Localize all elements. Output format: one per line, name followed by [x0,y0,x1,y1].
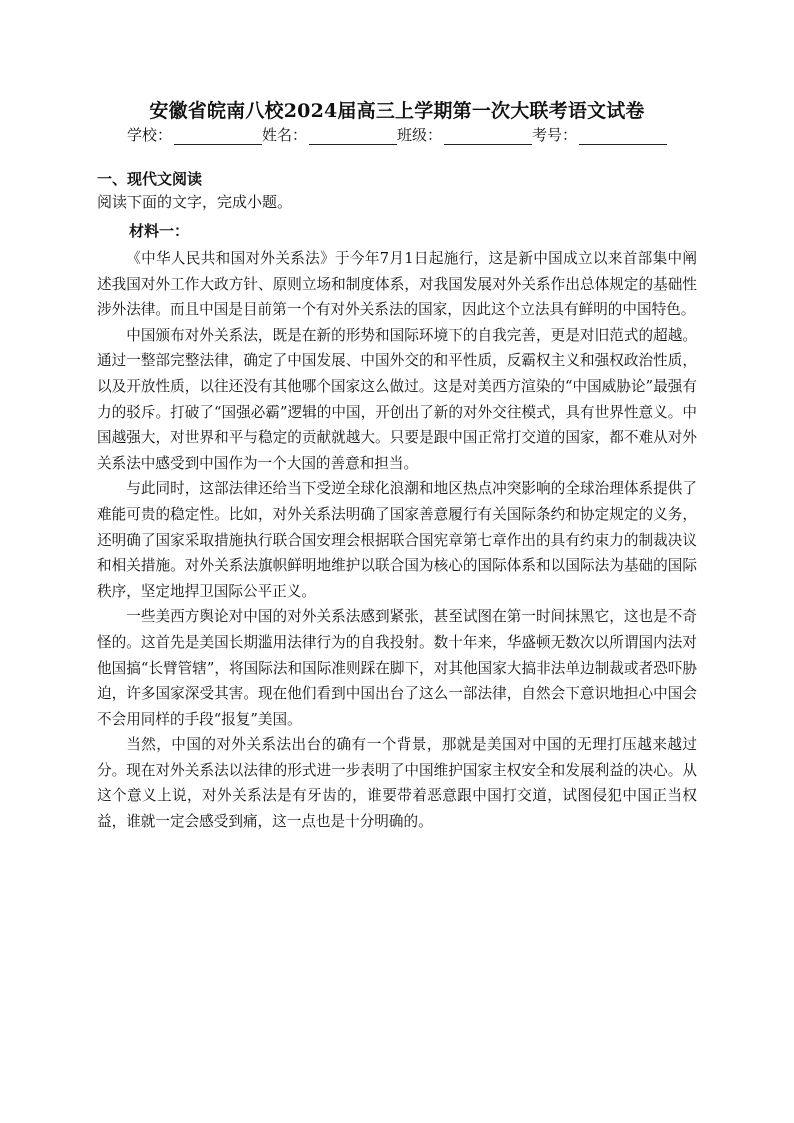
section-heading: 一、现代文阅读 [97,170,203,188]
school-field [127,124,262,145]
exam-number-field [532,124,667,145]
exam-number-label: 考号： [532,126,578,144]
class-blank[interactable] [444,127,532,145]
material-label: 材料一： [129,222,190,240]
exam-title: 安徽省皖南八校2024届高三上学期第一次大联考语文试卷 [149,100,645,122]
paragraph: 与此同时，这部法律还给当下受逆全球化浪潮和地区热点冲突影响的全球治理体系提供了难能可贵的稳定性。比如，对外关系法明确了国家善意履行有关国际条约和协定规定的义务，还明确了国家采取措施执行联合国安理会根据联合国宪章第七章作出的具有约束力的制裁决议和相关措施。对外关系法旗帜鲜明地维护以联合国为核心的国际体系和以国际法为基础的国际秩序，坚定地捍卫国际公平正义。 [97,480,697,600]
class-label: 班级： [397,126,443,144]
exam-number-blank[interactable] [579,127,667,145]
school-blank[interactable] [174,127,262,145]
name-label: 姓名： [261,126,307,144]
student-info-row [0,124,794,145]
paragraph: 《中华人民共和国对外关系法》于今年7月1日起施行，这是新中国成立以来首部集中阐述我国对外工作大政方针、原则立场和制度体系，对我国发展对外关系作出总体规定的基础性涉外法律。而且中国是目前第一个有对外关系法的国家，因此这个立法具有鲜明的中国特色。 [97,250,697,319]
name-blank[interactable] [309,127,397,145]
article-body [97,246,697,835]
name-field [262,124,397,145]
reading-instruction: 阅读下面的文字，完成小题。 [97,193,293,211]
class-field [397,124,532,145]
paragraph: 中国颁布对外关系法，既是在新的形势和国际环境下的自我完善，更是对旧范式的超越。通过一整部完整法律，确定了中国发展、中国外交的和平性质，反霸权主义和强权政治性质，以及开放性质，以往还没有其他哪个国家这么做过。这是对美西方渲染的“中国威胁论”最强有力的驳斥。打破了“国强必霸”逻辑的中国，开创出了新的对外交往模式，具有世界性意义。中国越强大，对世界和平与稳定的贡献就越大。只要是跟中国正常打交道的国家，都不难从对外关系法中感受到中国作为一个大国的善意和担当。 [97,326,697,472]
paragraph: 当然，中国的对外关系法出台的确有一个背景，那就是美国对中国的无理打压越来越过分。现在对外关系法以法律的形式进一步表明了中国维护国家主权安全和发展利益的决心。从这个意义上说，对外关系法是有牙齿的，谁要带着恶意跟中国打交道，试图侵犯中国正当权益，谁就一定会感受到痛，这一点也是十分明确的。 [97,736,697,831]
paragraph: 一些美西方舆论对中国的对外关系法感到紧张，甚至试图在第一时间抹黑它，这也是不奇怪的。这首先是美国长期滥用法律行为的自我投射。数十年来，华盛顿无数次以所谓国内法对他国搞“长臂管辖”，将国际法和国际准则踩在脚下，对其他国家大搞非法单边制裁或者恐吓胁迫，许多国家深受其害。现在他们看到中国出台了这么一部法律，自然会下意识地担心中国会不会用同样的手段“报复”美国。 [97,608,697,728]
school-label: 学校： [126,126,172,144]
